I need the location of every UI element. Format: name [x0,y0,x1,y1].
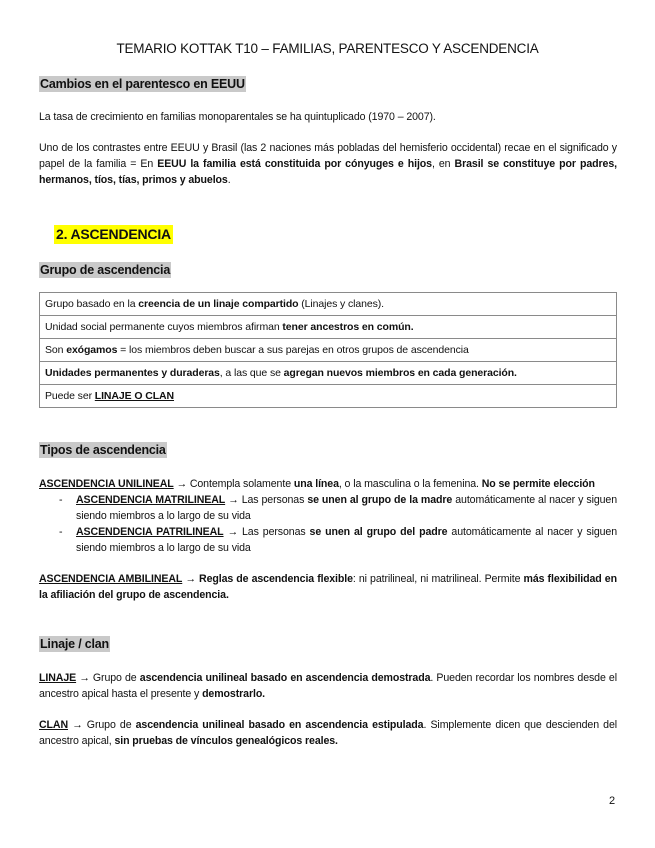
subheading-linaje-clan: Linaje / clan [40,637,109,651]
list-item-patrilineal: ASCENDENCIA PATRILINEAL → Las personas se unen al grupo del padre automáticamente al nacer y siguen siendo miembros a lo largo de su vida [76,526,617,554]
page-number: 2 [609,795,616,807]
table-cell: Unidades permanentes y duraderas, a las que se agregan nuevos miembros en cada generación. [40,362,617,385]
table-row [40,385,617,408]
subheading-grupo-ascendencia: Grupo de ascendencia [40,263,171,277]
paragraph-eeuu-brasil: Uno de los contrastes entre EEUU y Brasil (las 2 naciones más pobladas del hemisferio occidental) recae en el significado y papel de la familia = En EEUU la familia está constituida por cónyuges e hijos, en Brasil se constituye por padres, hermanos, tíos, tías, primos y abuelos. [39,142,617,186]
table-cell: Unidad social permanente cuyos miembros afirman tener ancestros en común. [40,316,617,339]
section-heading-parentesco-eeuu: Cambios en el parentesco en EEUU [40,77,245,91]
table-cell: Son exógamos = los miembros deben buscar a sus parejas en otros grupos de ascendencia [40,339,617,362]
paragraph-clan: CLAN → Grupo de ascendencia unilineal basado en ascendencia estipulada. Simplemente dicen que descienden del ancestro apical, sin pruebas de vínculos genealógicos reales. [39,719,617,747]
paragraph-monoparentales: La tasa de crecimiento en familias monoparentales se ha quintuplicado (1970 – 2007). [39,111,436,123]
table-cell: Puede ser LINAJE O CLAN [40,385,617,408]
list-item-matrilineal: ASCENDENCIA MATRILINEAL → Las personas se unen al grupo de la madre automáticamente al nacer y siguen siendo miembros a lo largo de su vida [76,494,617,522]
section-heading-ascendencia: 2. ASCENDENCIA [56,226,171,242]
table-cell: Grupo basado en la creencia de un linaje compartido (Linajes y clanes). [40,293,617,316]
paragraph-linaje: LINAJE → Grupo de ascendencia unilineal basado en ascendencia demostrada. Pueden recordar los nombres desde el ancestro apical hasta el presente y demostrarlo. [39,672,617,700]
subheading-tipos-ascendencia: Tipos de ascendencia [40,443,166,457]
grupo-ascendencia-table [39,292,617,408]
paragraph-ambilineal: ASCENDENCIA AMBILINEAL → Reglas de ascendencia flexible: ni patrilineal, ni matrilineal. Permite más flexibilidad en la afiliación del grupo de ascendencia. [39,573,617,601]
table-row [40,316,617,339]
list-bullet: - [59,526,63,538]
table-row [40,362,617,385]
table-row [40,339,617,362]
table-row [40,293,617,316]
paragraph-unilineal: ASCENDENCIA UNILINEAL → Contempla solamente una línea, o la masculina o la femenina. No se permite elección [39,478,595,490]
list-bullet: - [59,494,63,506]
document-title: TEMARIO KOTTAK T10 – FAMILIAS, PARENTESCO Y ASCENDENCIA [116,41,539,56]
